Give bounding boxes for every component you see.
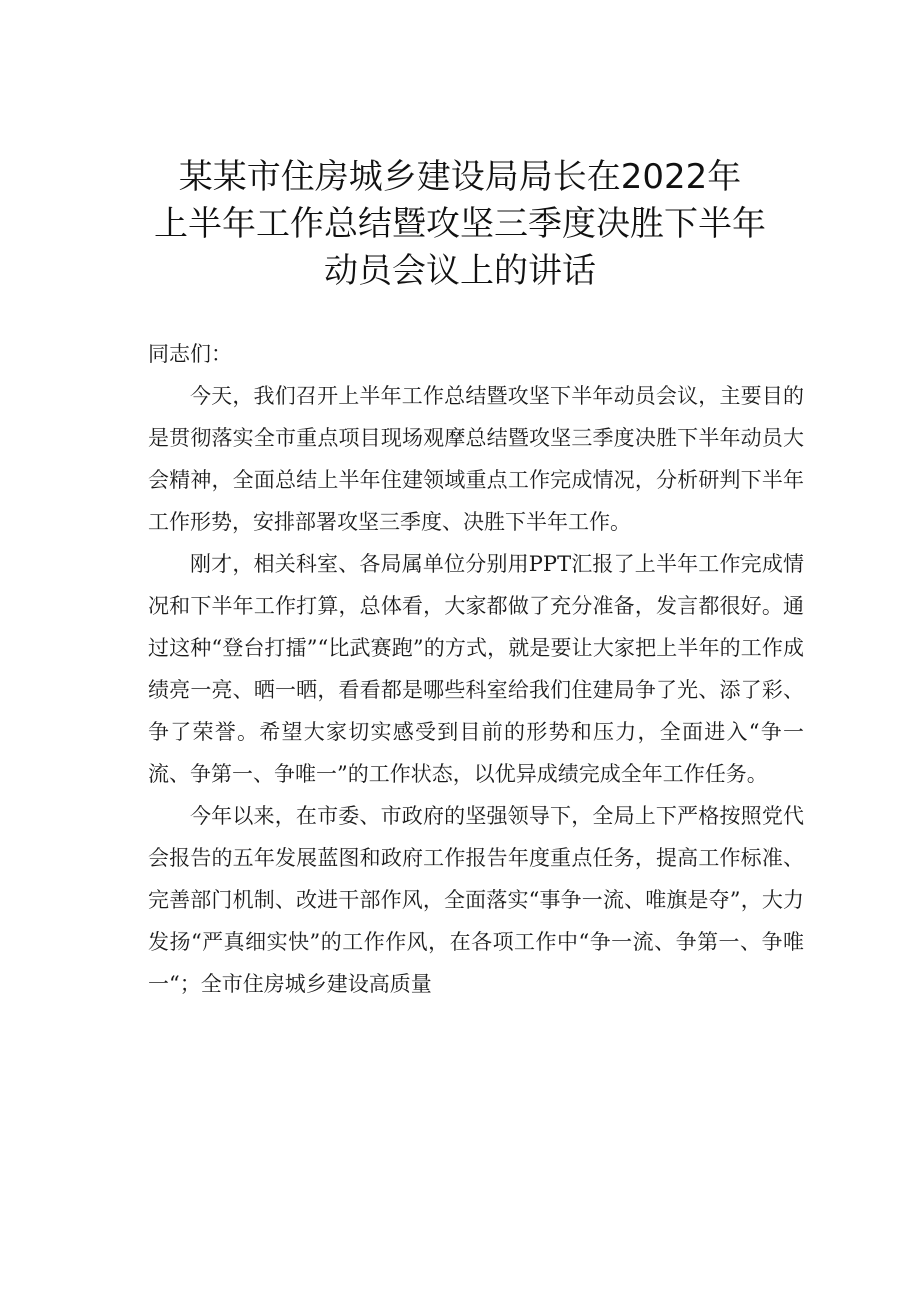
document-title	[110, 154, 810, 295]
paragraph-1: 今天，我们召开上半年工作总结暨攻坚下半年动员会议，主要目的是贯彻落实全市重点项目现场观摩总结暨攻坚三季度决胜下半年动员大会精神，全面总结上半年住建领域重点工作完成情况，分析研判下半年工作形势，安排部署攻坚三季度、决胜下半年工作。	[148, 384, 804, 534]
title-line-3: 动员会议上的讲话	[324, 251, 596, 291]
title-line-2: 上半年工作总结暨攻坚三季度决胜下半年	[154, 204, 766, 244]
title-line-1: 某某市住房城乡建设局局长在2022年	[178, 157, 742, 197]
salutation: 同志们：	[148, 342, 232, 366]
document-body	[148, 333, 804, 1005]
paragraph-3: 今年以来，在市委、市政府的坚强领导下，全局上下严格按照党代会报告的五年发展蓝图和政府工作报告年度重点任务，提高工作标准、完善部门机制、改进干部作风，全面落实“事争一流、唯旗是夺”，大力发扬“严真细实快”的工作作风，在各项工作中“争一流、争第一、争唯一“；全市住房城乡建设高质量	[148, 804, 804, 996]
paragraph-2: 刚才，相关科室、各局属单位分别用PPT汇报了上半年工作完成情况和下半年工作打算，总体看，大家都做了充分准备，发言都很好。通过这种“登台打擂”“比武赛跑”的方式，就是要让大家把上半年的工作成绩亮一亮、晒一晒，看看都是哪些科室给我们住建局争了光、添了彩、争了荣誉。希望大家切实感受到目前的形势和压力，全面进入“争一流、争第一、争唯一”的工作状态，以优异成绩完成全年工作任务。	[148, 552, 804, 786]
